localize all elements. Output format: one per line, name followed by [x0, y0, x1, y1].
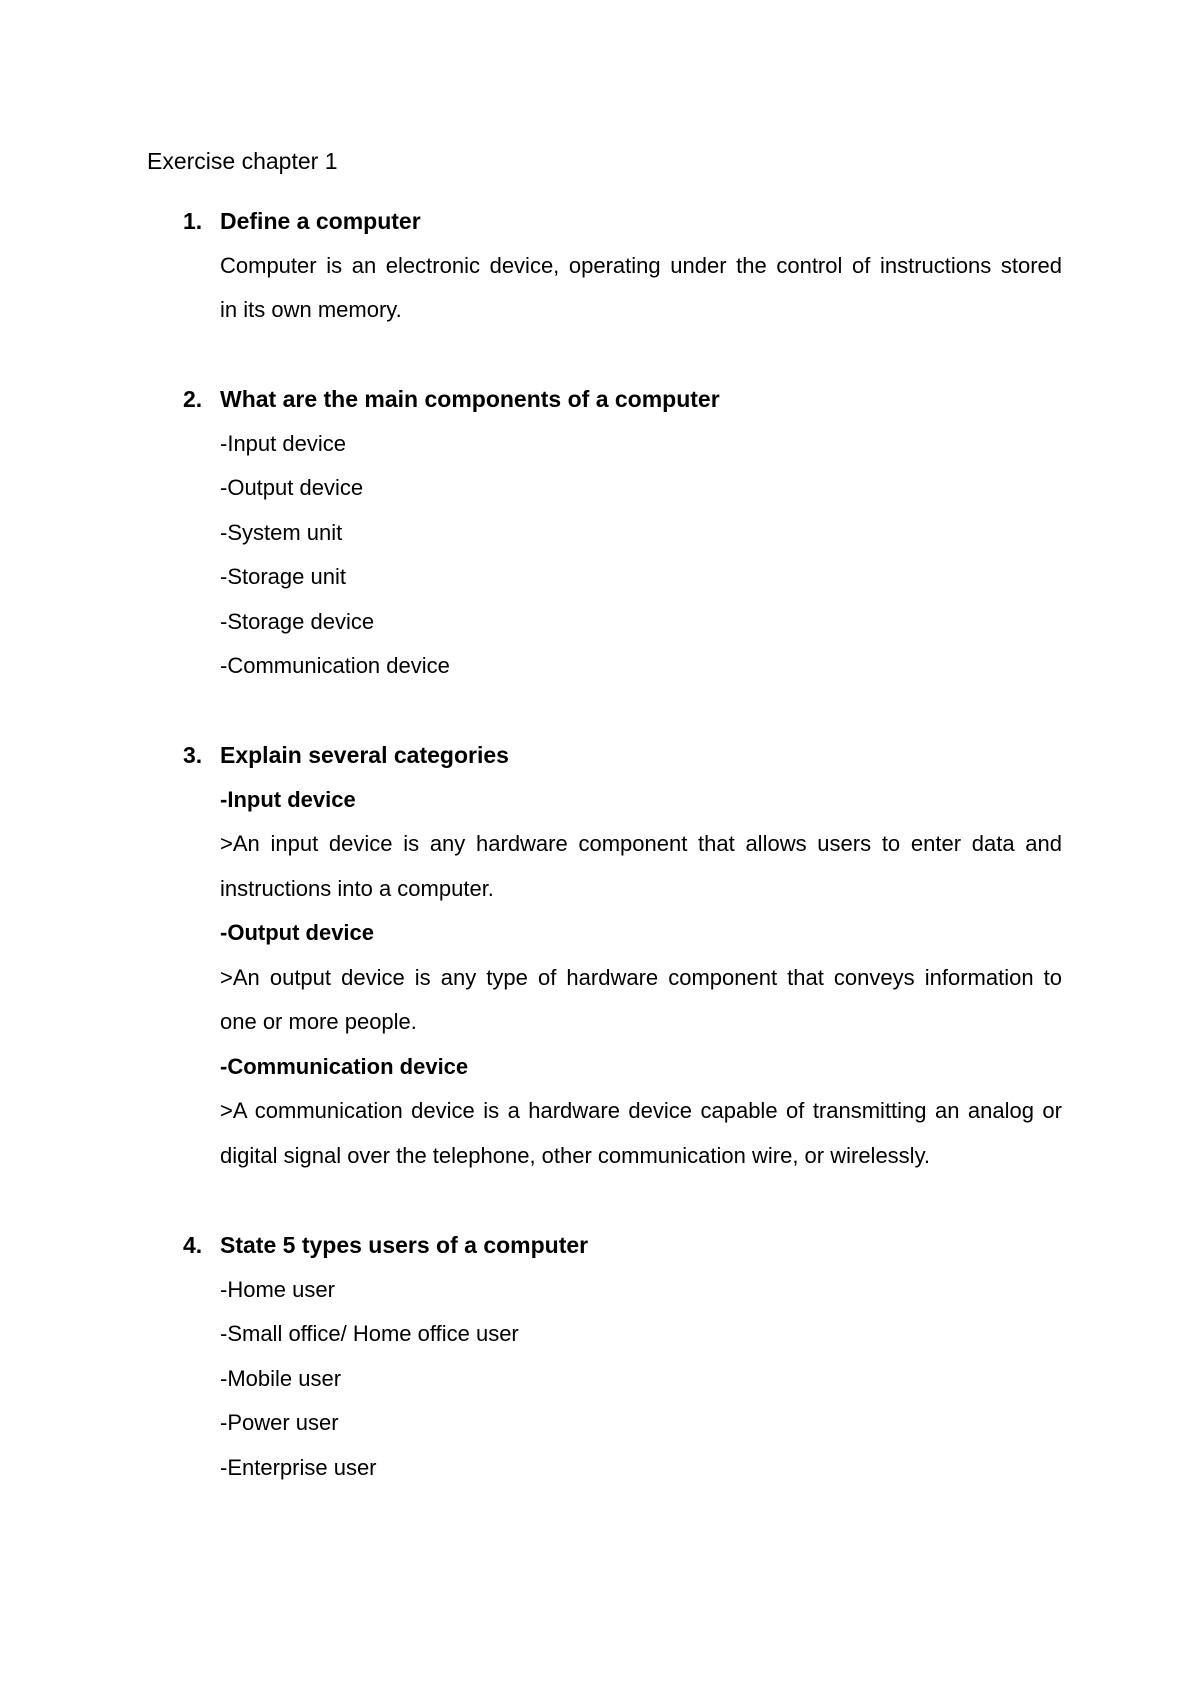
category-description-line: >A communication device is a hardware device capable of transmitting an analog or: [220, 1098, 1062, 1123]
question-3-title: Explain several categories: [220, 742, 509, 768]
question-3-number: 3.: [183, 742, 203, 768]
list-item: -Enterprise user: [220, 1455, 377, 1480]
list-item: -System unit: [220, 520, 343, 545]
list-item: -Small office/ Home office user: [220, 1321, 519, 1346]
category-heading: -Communication device: [220, 1054, 469, 1079]
list-item: -Output device: [220, 475, 364, 500]
question-1-answer-line: Computer is an electronic device, operating under the control of instructions stored: [220, 253, 1062, 278]
list-item: -Storage device: [220, 609, 375, 634]
category-description-line: >An input device is any hardware component that allows users to enter data and: [220, 831, 1062, 856]
category-heading: -Input device: [220, 787, 356, 812]
list-item: -Home user: [220, 1277, 335, 1302]
question-4-number: 4.: [183, 1232, 203, 1258]
category-heading: -Output device: [220, 920, 375, 945]
question-2-title: What are the main components of a computer: [220, 386, 720, 412]
category-description-line: >An output device is any type of hardware component that conveys information to: [220, 965, 1062, 990]
list-item: -Power user: [220, 1410, 339, 1435]
question-1-title: Define a computer: [220, 208, 421, 234]
question-1-answer-line: in its own memory.: [220, 297, 402, 322]
list-item: -Communication device: [220, 653, 450, 678]
question-4-title: State 5 types users of a computer: [220, 1232, 589, 1258]
category-description-line: one or more people.: [220, 1009, 417, 1034]
document-title: Exercise chapter 1: [147, 148, 338, 174]
question-1-number: 1.: [183, 208, 203, 234]
category-description-line: digital signal over the telephone, other communication wire, or wirelessly.: [220, 1143, 931, 1168]
list-item: -Storage unit: [220, 564, 346, 589]
list-item: -Mobile user: [220, 1366, 342, 1391]
list-item: -Input device: [220, 431, 346, 456]
question-2-number: 2.: [183, 386, 203, 412]
category-description-line: instructions into a computer.: [220, 876, 494, 901]
